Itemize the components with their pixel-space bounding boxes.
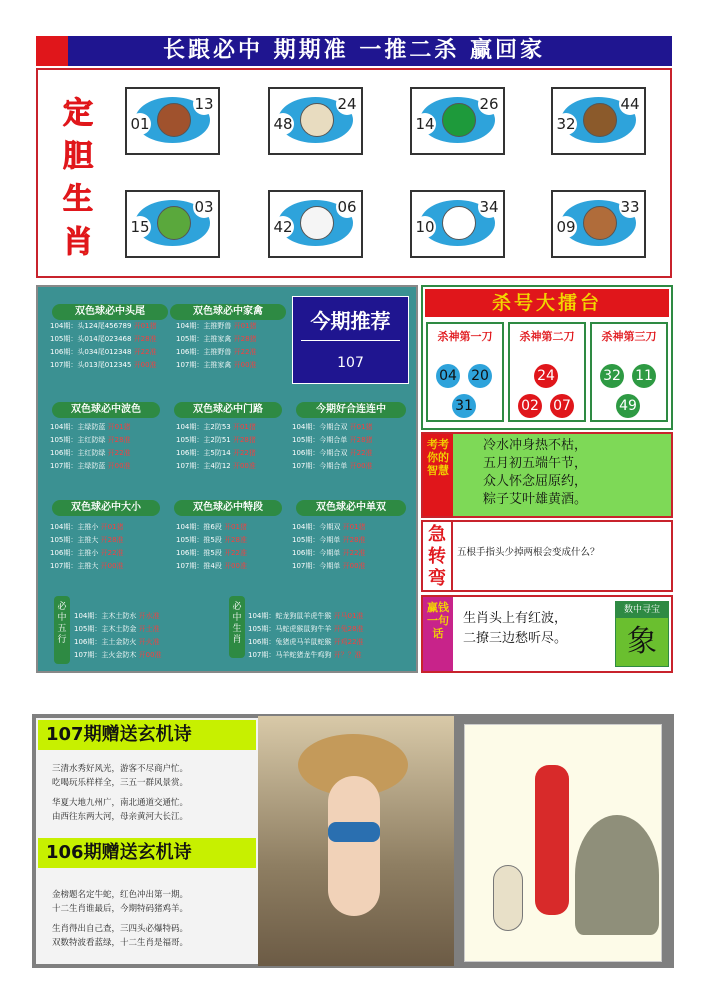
section-row — [50, 547, 124, 560]
kill-number-ball: 24 — [534, 364, 558, 388]
zodiac-number: 26 — [479, 95, 499, 113]
section-row — [74, 623, 162, 636]
section-row — [292, 447, 373, 460]
wisdom-text — [453, 434, 671, 516]
section-row — [292, 534, 366, 547]
zodiac-number: 13 — [194, 95, 214, 113]
row-result: 开22准 — [349, 449, 373, 457]
row-result: 开28准 — [224, 536, 247, 544]
zodiac-number: 09 — [556, 218, 576, 236]
row-text: 106期：主红防绿 — [50, 449, 106, 457]
section-row — [292, 460, 373, 473]
section-row — [176, 421, 256, 434]
painting-panel — [464, 724, 662, 962]
row-result: 开22准 — [100, 549, 124, 557]
zodiac-number: 06 — [337, 198, 357, 216]
figure-shape — [328, 776, 380, 916]
section-row — [176, 460, 256, 473]
row-result: 开00准 — [232, 462, 256, 470]
row-text: 105期：主2防51 — [176, 436, 231, 444]
zodiac-card — [268, 87, 363, 155]
zodiac-animal-icon — [157, 206, 191, 240]
lady-shape — [535, 765, 569, 915]
section-row — [176, 547, 247, 560]
poem-area — [32, 714, 674, 968]
knife-box — [590, 322, 668, 422]
row-result: 开00准 — [224, 562, 247, 570]
zodiac-card — [125, 87, 220, 155]
winning-line: 生肖头上有红波， — [463, 611, 568, 626]
section-row — [248, 649, 364, 662]
kill-number-ball: 32 — [600, 364, 624, 388]
row-result: 开01猪 — [233, 322, 257, 330]
row-text: 107期：头013尾012345 — [50, 361, 132, 369]
wisdom-line: 众人怀念屈原约， — [483, 474, 588, 489]
row-text: 106期：今期合双 — [292, 449, 348, 457]
zodiac-animal-icon — [157, 103, 191, 137]
row-text: 104期：今期双 — [292, 523, 341, 531]
row-result: 开01猪 — [342, 523, 366, 531]
row-text: 104期：主2防53 — [176, 423, 231, 431]
poem-line: 双数特波看蓝绿，十二生肖是福哥。 — [52, 938, 189, 948]
section-row — [176, 534, 247, 547]
kill-number-ball: 31 — [452, 394, 476, 418]
wisdom-box — [421, 432, 673, 518]
row-text: 104期：主绿防蓝 — [50, 423, 106, 431]
row-text: 105期：主红防绿 — [50, 436, 106, 444]
row-text: 107期：今期单 — [292, 562, 341, 570]
section-rows — [50, 521, 124, 573]
section-rows — [74, 610, 162, 662]
poem107-title: 107期赠送玄机诗 — [38, 720, 256, 750]
section-rows — [176, 320, 257, 372]
section-row — [50, 333, 157, 346]
row-text: 104期：主推小 — [50, 523, 99, 531]
zodiac-animal-icon — [583, 206, 617, 240]
zodiac-card — [410, 87, 505, 155]
section-row — [50, 447, 131, 460]
zodiac-card — [410, 190, 505, 258]
row-text: 105期：主木土防金 — [74, 625, 137, 633]
row-text: 106期：主推小 — [50, 549, 99, 557]
recommend-title: 今期推荐 — [310, 309, 391, 333]
row-text: 106期：头034尾012348 — [50, 348, 132, 356]
kill-number-ball: 07 — [550, 394, 574, 418]
poem106-body — [52, 888, 188, 950]
row-text: 105期：主推家禽 — [176, 335, 232, 343]
riddle-label-text: 急转弯 — [428, 524, 446, 589]
row-result: 开00准 — [133, 361, 157, 369]
section-row — [74, 610, 162, 623]
section-title: 双色球必中特段 — [174, 500, 282, 516]
wisdom-line: 冷水冲身热不枯， — [483, 438, 588, 453]
section-title: 双色球必中大小 — [52, 500, 160, 516]
kill-number-ball: 49 — [616, 394, 640, 418]
section-row — [50, 346, 157, 359]
wisdom-label-text: 考考你的智慧 — [427, 438, 449, 477]
row-result: 开鸡22准 — [333, 638, 364, 646]
winning-box — [421, 595, 673, 673]
section-row — [248, 636, 364, 649]
kill-number-ball: 04 — [436, 364, 460, 388]
riddle-label — [423, 522, 453, 590]
zodiac-animal-icon — [583, 103, 617, 137]
kill-number-ball: 02 — [518, 394, 542, 418]
row-result: 开00准 — [233, 361, 257, 369]
section-title: 双色球必中家禽 — [170, 304, 286, 320]
poem-line: 十二生肖谁最后，今期特码猪鸡羊。 — [52, 904, 189, 914]
row-result: 开？？准 — [333, 651, 362, 659]
section-row — [176, 521, 247, 534]
row-text: 107期：主推大 — [50, 562, 99, 570]
row-text: 106期：主土金防火 — [74, 638, 137, 646]
section-row — [50, 359, 157, 372]
zodiac-title-char: 肖 — [63, 225, 93, 260]
row-text: 105期：推5段 — [176, 536, 222, 544]
section-row — [292, 560, 366, 573]
zodiac-number: 48 — [273, 115, 293, 133]
row-result: 开22准 — [107, 449, 131, 457]
row-result: 开00准 — [100, 562, 124, 570]
section-title: 双色球必中单双 — [296, 500, 406, 516]
row-result: 开28准 — [342, 536, 366, 544]
winning-label-text: 赢钱一句话 — [427, 601, 449, 640]
row-result: 开01猪 — [100, 523, 124, 531]
section-row — [50, 560, 124, 573]
zodiac-animal-icon — [442, 103, 476, 137]
row-text: 107期：主火金防木 — [74, 651, 137, 659]
page-banner: 长跟必中 期期准 一推二杀 赢回家 — [36, 36, 672, 66]
section-row — [292, 521, 366, 534]
row-text: 107期：主推家禽 — [176, 361, 232, 369]
kill-number-ball: 11 — [632, 364, 656, 388]
wisdom-line: 粽子艾叶雄黄酒。 — [483, 492, 588, 507]
zodiac-number: 14 — [415, 115, 435, 133]
section-row — [292, 421, 373, 434]
section-title: 双色球必中头尾 — [52, 304, 168, 320]
section-row — [248, 623, 364, 636]
treasure-badge — [615, 601, 669, 667]
row-text: 107期：推4段 — [176, 562, 222, 570]
treasure-char: 象 — [616, 618, 668, 666]
treasure-badge-title: 数中寻宝 — [616, 602, 668, 618]
row-text: 104期：今期合双 — [292, 423, 348, 431]
row-result: 开水准 — [138, 612, 160, 620]
row-result: 开22准 — [342, 549, 366, 557]
section-title: 双色球必中波色 — [52, 402, 160, 418]
row-result: 开00准 — [349, 462, 373, 470]
zodiac-number: 03 — [194, 198, 214, 216]
arena-title: 杀号大擂台 — [425, 289, 669, 317]
zodiac-animal-icon — [300, 206, 334, 240]
section-rows — [248, 610, 364, 662]
section-row — [50, 434, 131, 447]
row-text: 104期：主木土防水 — [74, 612, 137, 620]
row-text: 106期：今期单 — [292, 549, 341, 557]
section-row — [176, 434, 256, 447]
poem-line: 三清水秀好风光，游客不尽商户忙。 — [52, 764, 189, 774]
row-result: 开马01准 — [333, 612, 364, 620]
poem-line: 由西往东两大河，母亲黄河大长江。 — [52, 812, 189, 822]
section-row — [176, 346, 257, 359]
row-text: 104期：蛇龙狗鼠羊虎牛猴 — [248, 612, 332, 620]
row-text: 107期：今期合单 — [292, 462, 348, 470]
recommend-box — [292, 296, 409, 384]
row-result: 开28准 — [133, 335, 157, 343]
row-result: 开28猪 — [349, 436, 373, 444]
shengxiao-label: 必中生肖 — [229, 596, 245, 658]
row-text: 105期：主推大 — [50, 536, 99, 544]
riddle-text: 五根手指头少掉两根会变成什么？ — [457, 547, 600, 558]
poem107-body — [52, 762, 188, 824]
row-result: 开00准 — [107, 462, 131, 470]
zodiac-title-char: 定 — [63, 96, 93, 131]
row-result: 开01猪 — [232, 423, 256, 431]
zodiac-card — [125, 190, 220, 258]
section-rows — [50, 320, 157, 372]
winning-label — [423, 597, 453, 671]
zodiac-title-char: 生 — [63, 182, 93, 217]
row-result: 开28准 — [100, 536, 124, 544]
knife-title: 杀神第二刀 — [519, 330, 575, 343]
row-result: 开22猪 — [232, 449, 256, 457]
zodiac-number: 33 — [620, 198, 640, 216]
row-result: 开28猪 — [233, 335, 257, 343]
row-result: 开28猪 — [232, 436, 256, 444]
section-rows — [292, 521, 366, 573]
section-rows — [176, 521, 247, 573]
row-text: 106期：推5段 — [176, 549, 222, 557]
knife-title: 杀神第三刀 — [601, 330, 657, 343]
riddle-box — [421, 520, 673, 592]
zodiac-number: 32 — [556, 115, 576, 133]
section-row — [50, 521, 124, 534]
row-text: 106期：主推野兽 — [176, 348, 232, 356]
row-result: 开01猪 — [107, 423, 131, 431]
section-row — [176, 560, 247, 573]
recommend-divider — [301, 340, 400, 341]
zodiac-number: 42 — [273, 218, 293, 236]
section-row — [292, 547, 366, 560]
poem-line: 生肖得出自己查，三四头必爆特码。 — [52, 924, 189, 934]
row-text: 105期：马蛇虎猴鼠狗牛羊 — [248, 625, 332, 633]
gourd-shape — [493, 865, 523, 931]
zodiac-animal-icon — [442, 206, 476, 240]
section-title: 双色球必中门路 — [174, 402, 282, 418]
row-result: 开兔28准 — [333, 625, 364, 633]
row-result: 开01猪 — [224, 523, 247, 531]
zodiac-card — [551, 87, 646, 155]
section-rows — [176, 421, 256, 473]
zodiac-number: 10 — [415, 218, 435, 236]
row-result: 开28准 — [107, 436, 131, 444]
section-rows — [292, 421, 373, 473]
row-result: 开00准 — [342, 562, 366, 570]
section-row — [50, 460, 131, 473]
row-text: 105期：今期单 — [292, 536, 341, 544]
banner-red-block — [36, 36, 68, 66]
row-text: 106期：兔猪虎马羊鼠蛇猴 — [248, 638, 332, 646]
poem106-title: 106期赠送玄机诗 — [38, 838, 256, 868]
row-result: 开22准 — [133, 348, 157, 356]
section-row — [176, 333, 257, 346]
row-text: 107期：主4防12 — [176, 462, 231, 470]
zodiac-number: 24 — [337, 95, 357, 113]
photo-panel — [258, 716, 454, 966]
rock-shape — [575, 815, 659, 935]
section-row — [50, 421, 131, 434]
kill-number-ball: 20 — [468, 364, 492, 388]
zodiac-card — [551, 190, 646, 258]
section-row — [50, 320, 157, 333]
section-row — [176, 320, 257, 333]
row-result: 开01猪 — [349, 423, 373, 431]
row-text: 107期：主绿防蓝 — [50, 462, 106, 470]
zodiac-number: 01 — [130, 115, 150, 133]
section-row — [248, 610, 364, 623]
row-text: 104期：主推野兽 — [176, 322, 232, 330]
section-rows — [50, 421, 131, 473]
row-result: 开土准 — [138, 625, 160, 633]
zodiac-number: 34 — [479, 198, 499, 216]
wisdom-line: 五月初五端午节， — [483, 456, 588, 471]
poem-line: 华夏大地九州广，南北通道交通忙。 — [52, 798, 189, 808]
row-result: 开22准 — [233, 348, 257, 356]
wuxing-label: 必中五行 — [54, 596, 70, 664]
row-text: 106期：主5防14 — [176, 449, 231, 457]
poem-line: 吃喝玩乐样样全，三五一群风景赏。 — [52, 778, 189, 788]
zodiac-card — [268, 190, 363, 258]
section-row — [50, 534, 124, 547]
section-row — [74, 636, 162, 649]
zodiac-animal-icon — [300, 103, 334, 137]
section-title: 今期好合连连中 — [296, 402, 406, 418]
section-row — [176, 447, 256, 460]
section-row — [176, 359, 257, 372]
swimsuit-shape — [328, 822, 380, 842]
row-result: 开22准 — [224, 549, 247, 557]
row-text: 104期：推6段 — [176, 523, 222, 531]
row-text: 105期：头014尾023468 — [50, 335, 132, 343]
winning-line: 二撩三边愁听尽。 — [463, 631, 568, 646]
poem-line: 金榜题名定牛蛇，红色冲出第一期。 — [52, 890, 189, 900]
winning-text — [463, 609, 567, 649]
zodiac-number: 15 — [130, 218, 150, 236]
row-result: 开火准 — [138, 638, 160, 646]
knife-title: 杀神第一刀 — [437, 330, 493, 343]
knife-box — [508, 322, 586, 422]
zodiac-title-char: 胆 — [63, 139, 93, 174]
zodiac-title — [58, 92, 98, 264]
zodiac-number: 44 — [620, 95, 640, 113]
section-row — [292, 434, 373, 447]
row-result: 开01猪 — [133, 322, 157, 330]
knife-box — [426, 322, 504, 422]
row-result: 开00准 — [138, 651, 162, 659]
section-row — [74, 649, 162, 662]
recommend-issue: 107 — [337, 355, 364, 371]
row-text: 104期：头124尾456789 — [50, 322, 132, 330]
row-text: 107期：马羊蛇猪龙牛鸡狗 — [248, 651, 332, 659]
row-text: 105期：今期合单 — [292, 436, 348, 444]
wisdom-label — [423, 434, 453, 516]
